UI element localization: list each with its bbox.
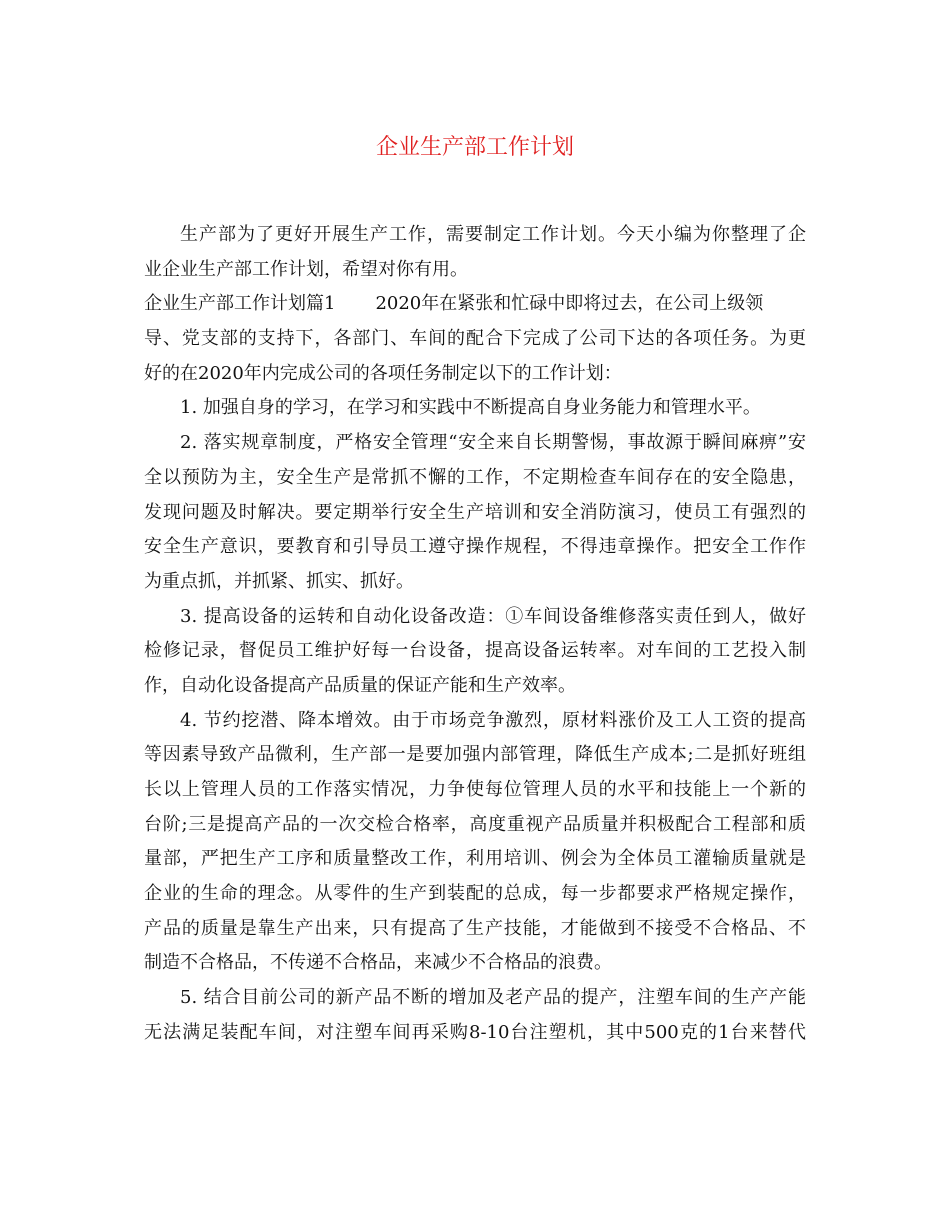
body-line: 生产部为了更好开展生产工作，需要制定工作计划。今天小编为你整理了企 xyxy=(180,224,806,245)
body-line: 导、党支部的支持下，各部门、车间的配合下完成了公司下达的各项任务。为更 xyxy=(144,328,806,350)
body-text-span: 2020年在紧张和忙碌中即将过去，在公司上级领 xyxy=(375,293,764,315)
body-line: 好的在2020年内完成公司的各项任务制定以下的工作计划： xyxy=(144,362,622,384)
body-line: 量部，严把生产工序和质量整改工作，利用培训、例会为全体员工灌输质量就是 xyxy=(144,848,806,870)
body-line-section-heading xyxy=(144,287,806,322)
document-body xyxy=(144,218,806,1051)
body-line: 全以预防为主，安全生产是常抓不懈的工作，不定期检查车间存在的安全隐患， xyxy=(144,466,806,488)
body-line: 业企业生产部工作计划，希望对你有用。 xyxy=(144,258,468,280)
body-line: 安全生产意识，要教育和引导员工遵守操作规程，不得违章操作。把安全工作作 xyxy=(144,536,806,558)
body-line: 3. 提高设备的运转和自动化设备改造：①车间设备维修落实责任到人，做好 xyxy=(180,605,806,627)
body-line: 无法满足装配车间，对注塑车间再采购8-10台注塑机，其中500克的1台来替代 xyxy=(144,1021,806,1043)
body-line: 台阶;三是提高产品的一次交检合格率，高度重视产品质量并积极配合工程部和质 xyxy=(144,813,806,835)
body-line: 长以上管理人员的工作落实情况，力争使每位管理人员的水平和技能上一个新的 xyxy=(144,779,806,800)
body-line: 检修记录，督促员工维护好每一台设备，提高设备运转率。对车间的工艺投入制 xyxy=(144,640,806,662)
body-line: 2. 落实规章制度，严格安全管理“安全来自长期警惕，事故源于瞬间麻痹”安 xyxy=(180,432,806,454)
body-line: 发现问题及时解决。要定期举行安全生产培训和安全消防演习，使员工有强烈的 xyxy=(144,501,806,523)
body-line: 等因素导致产品微利，生产部一是要加强内部管理，降低生产成本;二是抓好班组 xyxy=(144,744,806,766)
body-line: 企业的生命的理念。从零件的生产到装配的总成，每一步都要求严格规定操作， xyxy=(144,883,806,905)
body-line: 1. 加强自身的学习，在学习和实践中不断提高自身业务能力和管理水平。 xyxy=(180,397,761,419)
body-line: 作，自动化设备提高产品质量的保证产能和生产效率。 xyxy=(144,674,576,696)
document-title: 企业生产部工作计划 xyxy=(375,135,574,160)
body-line: 4. 节约挖潜、降本增效。由于市场竞争激烈，原材料涨价及工人工资的提高 xyxy=(180,709,806,731)
body-line: 产品的质量是靠生产出来，只有提高了生产技能，才能做到不接受不合格品、不 xyxy=(144,917,806,939)
body-line: 5. 结合目前公司的新产品不断的增加及老产品的提产，注塑车间的生产产能 xyxy=(180,987,806,1009)
section-heading: 企业生产部工作计划篇1 xyxy=(144,293,336,315)
body-line: 为重点抓，并抓紧、抓实、抓好。 xyxy=(144,570,414,592)
body-line: 制造不合格品，不传递不合格品，来减少不合格品的浪费。 xyxy=(144,952,612,974)
